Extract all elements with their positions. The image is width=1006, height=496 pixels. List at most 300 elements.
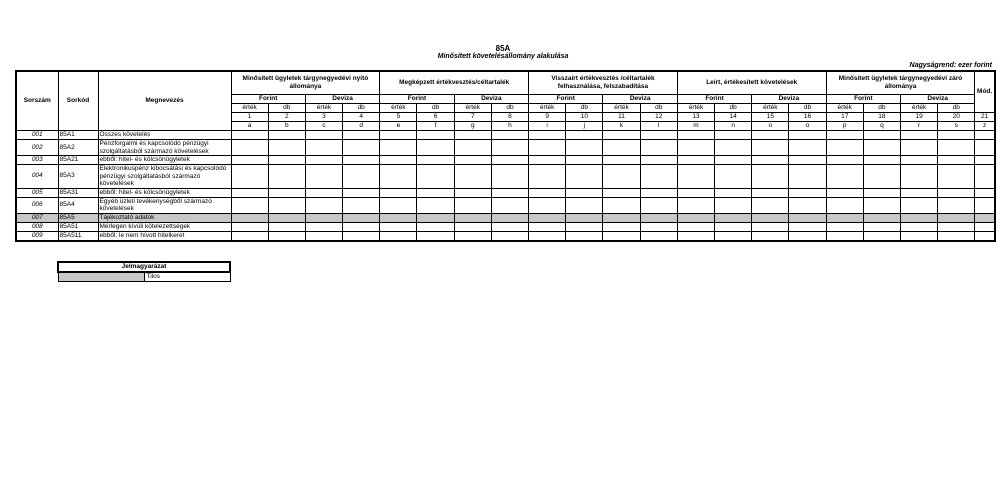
col-header-megnevezes: Megnevezés (98, 71, 231, 131)
data-cell[interactable] (566, 231, 603, 241)
data-cell[interactable] (231, 222, 268, 231)
row-number: 008 (16, 222, 58, 231)
row-number: 006 (16, 197, 58, 213)
col-letter: g (454, 122, 491, 131)
data-cell[interactable] (938, 231, 975, 241)
col-letter: o (752, 122, 789, 131)
data-cell[interactable] (975, 231, 995, 241)
data-cell (975, 213, 995, 222)
data-cell (343, 213, 380, 222)
col-number: 20 (938, 113, 975, 122)
col-letter: n (715, 122, 752, 131)
data-cell[interactable] (900, 231, 937, 241)
data-cell[interactable] (529, 156, 566, 165)
data-cell (268, 213, 305, 222)
data-cell[interactable] (975, 140, 995, 156)
data-cell[interactable] (900, 131, 937, 140)
data-cell[interactable] (491, 156, 528, 165)
row-name: ebből: hitel- és kölcsönügyletek (98, 188, 231, 197)
data-cell[interactable] (380, 188, 417, 197)
data-cell[interactable] (305, 165, 342, 189)
data-cell[interactable] (789, 140, 826, 156)
data-cell[interactable] (305, 188, 342, 197)
data-cell[interactable] (640, 231, 677, 241)
data-cell[interactable] (343, 231, 380, 241)
data-cell[interactable] (491, 140, 528, 156)
group-header-3: Visszaírt értékvesztés /céltartalék felhasználása, felszabadítása (529, 71, 678, 95)
row-code: 85A1 (58, 131, 98, 140)
data-cell[interactable] (454, 140, 491, 156)
currency-header: Deviza (603, 95, 677, 104)
form-code: 85A (495, 44, 511, 53)
col-letter: p (826, 122, 863, 131)
data-cell[interactable] (268, 140, 305, 156)
data-cell[interactable] (529, 165, 566, 189)
table-row (16, 131, 995, 140)
data-cell[interactable] (603, 140, 640, 156)
sub-header: db (715, 104, 752, 113)
data-cell (231, 213, 268, 222)
data-cell[interactable] (975, 188, 995, 197)
col-header-mod: Mód. (975, 71, 995, 113)
row-code: 85A31 (58, 188, 98, 197)
currency-header: Deviza (900, 95, 974, 104)
data-cell (566, 213, 603, 222)
col-letter: s (938, 122, 975, 131)
currency-header: Forint (231, 95, 305, 104)
row-number: 007 (16, 213, 58, 222)
data-cell[interactable] (380, 197, 417, 213)
col-letter: i (529, 122, 566, 131)
data-cell[interactable] (566, 140, 603, 156)
sub-header: db (566, 104, 603, 113)
data-cell[interactable] (380, 231, 417, 241)
group-header-4: Leírt, értékesített követelések (677, 71, 826, 95)
row-code: 85A511 (58, 231, 98, 241)
col-letter: h (491, 122, 528, 131)
data-cell[interactable] (343, 188, 380, 197)
table-row (16, 188, 995, 197)
data-cell[interactable] (566, 222, 603, 231)
col-number: 11 (603, 113, 640, 122)
data-cell[interactable] (529, 188, 566, 197)
data-cell[interactable] (715, 140, 752, 156)
col-number: 4 (343, 113, 380, 122)
unit-note: Nagyságrend: ezer forint (909, 62, 992, 69)
data-cell[interactable] (491, 231, 528, 241)
sub-header: érték (380, 104, 417, 113)
sub-header: érték (305, 104, 342, 113)
data-cell[interactable] (491, 197, 528, 213)
data-cell[interactable] (603, 197, 640, 213)
row-number: 003 (16, 156, 58, 165)
col-number: 3 (305, 113, 342, 122)
sub-header: érték (677, 104, 714, 113)
sub-header: érték (454, 104, 491, 113)
data-cell[interactable] (305, 156, 342, 165)
data-cell[interactable] (677, 140, 714, 156)
data-cell[interactable] (752, 131, 789, 140)
data-cell (938, 213, 975, 222)
sub-header: érték (826, 104, 863, 113)
data-cell[interactable] (380, 222, 417, 231)
data-cell[interactable] (789, 165, 826, 189)
table-row (16, 213, 995, 222)
data-cell[interactable] (417, 197, 454, 213)
data-cell (417, 213, 454, 222)
data-cell[interactable] (305, 222, 342, 231)
data-cell[interactable] (343, 197, 380, 213)
data-cell[interactable] (603, 231, 640, 241)
data-cell[interactable] (826, 197, 863, 213)
data-cell[interactable] (454, 188, 491, 197)
data-cell[interactable] (677, 188, 714, 197)
data-cell[interactable] (715, 231, 752, 241)
data-cell[interactable] (380, 165, 417, 189)
col-number: 10 (566, 113, 603, 122)
legend-table (57, 261, 231, 282)
data-cell[interactable] (640, 188, 677, 197)
sub-header: db (491, 104, 528, 113)
row-code: 85A2 (58, 140, 98, 156)
data-cell[interactable] (566, 197, 603, 213)
data-cell[interactable] (268, 231, 305, 241)
data-cell[interactable] (715, 188, 752, 197)
data-cell[interactable] (491, 131, 528, 140)
col-number: 8 (491, 113, 528, 122)
data-cell[interactable] (938, 131, 975, 140)
data-cell[interactable] (491, 222, 528, 231)
legend-title: Jelmagyarázat (58, 262, 230, 272)
data-cell[interactable] (938, 156, 975, 165)
group-header-5: Minősített ügyletek tárgynegyedévi záró állománya (826, 71, 975, 95)
data-cell[interactable] (752, 222, 789, 231)
data-cell[interactable] (417, 188, 454, 197)
data-cell[interactable] (343, 222, 380, 231)
data-cell[interactable] (789, 188, 826, 197)
col-header-sorszam: Sorszám (16, 71, 58, 131)
data-cell[interactable] (826, 131, 863, 140)
data-cell[interactable] (380, 131, 417, 140)
col-letter: o (789, 122, 826, 131)
row-name: Egyéb üzleti tevékenységből származó követelések (98, 197, 231, 213)
data-cell[interactable] (715, 131, 752, 140)
data-cell (454, 213, 491, 222)
data-cell[interactable] (343, 156, 380, 165)
data-cell[interactable] (975, 165, 995, 189)
table-row (16, 222, 995, 231)
data-cell[interactable] (640, 222, 677, 231)
data-cell[interactable] (863, 188, 900, 197)
group-header-2: Megképzett értékvesztés/céltartalék (380, 71, 529, 95)
form-title: Minősített követelésállomány alakulása (437, 53, 569, 60)
data-cell[interactable] (863, 222, 900, 231)
data-cell (305, 213, 342, 222)
data-cell[interactable] (900, 140, 937, 156)
data-cell[interactable] (938, 188, 975, 197)
data-cell[interactable] (640, 165, 677, 189)
data-cell[interactable] (305, 131, 342, 140)
data-cell (900, 213, 937, 222)
data-cell[interactable] (343, 140, 380, 156)
data-cell[interactable] (268, 222, 305, 231)
data-cell[interactable] (380, 140, 417, 156)
col-number: 1 (231, 113, 268, 122)
data-cell[interactable] (231, 156, 268, 165)
data-cell[interactable] (454, 222, 491, 231)
data-cell[interactable] (491, 188, 528, 197)
data-cell[interactable] (677, 156, 714, 165)
data-cell[interactable] (454, 197, 491, 213)
currency-header: Forint (826, 95, 900, 104)
data-cell (640, 213, 677, 222)
data-cell[interactable] (640, 140, 677, 156)
currency-header: Forint (677, 95, 751, 104)
data-cell[interactable] (529, 222, 566, 231)
data-cell[interactable] (863, 165, 900, 189)
data-cell[interactable] (566, 131, 603, 140)
data-cell (677, 213, 714, 222)
data-cell[interactable] (268, 131, 305, 140)
data-cell[interactable] (863, 131, 900, 140)
data-cell[interactable] (603, 188, 640, 197)
data-cell[interactable] (715, 197, 752, 213)
col-number: 19 (900, 113, 937, 122)
data-cell[interactable] (566, 156, 603, 165)
data-cell[interactable] (863, 231, 900, 241)
data-cell[interactable] (826, 231, 863, 241)
data-cell[interactable] (826, 165, 863, 189)
data-cell[interactable] (491, 165, 528, 189)
data-cell[interactable] (900, 165, 937, 189)
col-number: 18 (863, 113, 900, 122)
data-cell[interactable] (305, 231, 342, 241)
data-cell[interactable] (417, 140, 454, 156)
data-cell[interactable] (752, 140, 789, 156)
col-header-sorkod: Sorkód (58, 71, 98, 131)
data-cell[interactable] (454, 131, 491, 140)
data-cell[interactable] (826, 156, 863, 165)
col-number: 21 (975, 113, 995, 122)
sub-header: érték (231, 104, 268, 113)
legend-swatch-gray (58, 272, 144, 282)
data-cell[interactable] (566, 165, 603, 189)
report-table (15, 70, 996, 242)
col-number: 16 (789, 113, 826, 122)
sub-header: db (789, 104, 826, 113)
data-cell[interactable] (826, 222, 863, 231)
data-cell[interactable] (677, 231, 714, 241)
data-cell (529, 213, 566, 222)
data-cell (715, 213, 752, 222)
data-cell[interactable] (975, 222, 995, 231)
data-cell[interactable] (975, 156, 995, 165)
data-cell[interactable] (789, 231, 826, 241)
data-cell[interactable] (268, 197, 305, 213)
table-row (16, 231, 995, 241)
data-cell[interactable] (417, 131, 454, 140)
group-header-1: Minősített ügyletek tárgynegyedévi nyitó állománya (231, 71, 380, 95)
data-cell[interactable] (640, 131, 677, 140)
data-cell[interactable] (640, 197, 677, 213)
table-row (16, 156, 995, 165)
data-cell[interactable] (603, 131, 640, 140)
sub-header: db (268, 104, 305, 113)
data-cell[interactable] (715, 156, 752, 165)
data-cell[interactable] (975, 197, 995, 213)
row-code: 85A21 (58, 156, 98, 165)
data-cell[interactable] (417, 222, 454, 231)
data-cell[interactable] (231, 231, 268, 241)
col-number: 9 (529, 113, 566, 122)
currency-header: Forint (380, 95, 454, 104)
data-cell[interactable] (677, 222, 714, 231)
sub-header: db (863, 104, 900, 113)
data-cell (380, 213, 417, 222)
data-cell[interactable] (417, 165, 454, 189)
data-cell[interactable] (268, 156, 305, 165)
col-number: 17 (826, 113, 863, 122)
row-number: 002 (16, 140, 58, 156)
data-cell[interactable] (603, 165, 640, 189)
data-cell (491, 213, 528, 222)
currency-header: Forint (529, 95, 603, 104)
row-code: 85A51 (58, 222, 98, 231)
data-cell[interactable] (529, 140, 566, 156)
data-cell[interactable] (640, 156, 677, 165)
col-letter: k (603, 122, 640, 131)
data-cell[interactable] (380, 156, 417, 165)
data-cell[interactable] (863, 140, 900, 156)
data-cell[interactable] (677, 197, 714, 213)
data-cell[interactable] (752, 231, 789, 241)
sub-header: érték (603, 104, 640, 113)
data-cell[interactable] (677, 165, 714, 189)
col-number: 6 (417, 113, 454, 122)
col-letter: r (900, 122, 937, 131)
data-cell (603, 213, 640, 222)
data-cell[interactable] (715, 165, 752, 189)
col-number: 7 (454, 113, 491, 122)
legend-label-tilos: Tilos (144, 272, 230, 282)
data-cell[interactable] (752, 165, 789, 189)
data-cell[interactable] (752, 156, 789, 165)
data-cell[interactable] (938, 222, 975, 231)
row-number: 004 (16, 165, 58, 189)
data-cell[interactable] (529, 231, 566, 241)
col-letter: f (417, 122, 454, 131)
data-cell[interactable] (603, 222, 640, 231)
data-cell[interactable] (231, 197, 268, 213)
row-number: 009 (16, 231, 58, 241)
data-cell[interactable] (826, 140, 863, 156)
data-cell (789, 213, 826, 222)
row-code: 85A5 (58, 213, 98, 222)
data-cell[interactable] (938, 197, 975, 213)
data-cell[interactable] (938, 165, 975, 189)
row-name: ebből: hitel- és kölcsönügyletek (98, 156, 231, 165)
data-cell[interactable] (231, 140, 268, 156)
data-cell[interactable] (789, 156, 826, 165)
row-name: Összes követelés (98, 131, 231, 140)
data-cell[interactable] (863, 156, 900, 165)
currency-header: Deviza (305, 95, 379, 104)
data-cell[interactable] (305, 140, 342, 156)
data-cell[interactable] (231, 165, 268, 189)
data-cell[interactable] (343, 131, 380, 140)
col-number: 14 (715, 113, 752, 122)
col-letter: e (380, 122, 417, 131)
row-number: 001 (16, 131, 58, 140)
data-cell[interactable] (305, 197, 342, 213)
col-letter: z (975, 122, 995, 131)
data-cell[interactable] (417, 156, 454, 165)
sub-header: érték (752, 104, 789, 113)
col-letter: d (343, 122, 380, 131)
data-cell[interactable] (343, 165, 380, 189)
col-letter: m (677, 122, 714, 131)
sub-header: érték (529, 104, 566, 113)
data-cell[interactable] (417, 231, 454, 241)
row-name: Elektronikuspénz kibocsátási és kapcsolódó pénzügyi szolgáltatásból származó követelések (98, 165, 231, 189)
col-number: 12 (640, 113, 677, 122)
table-row (16, 165, 995, 189)
data-cell[interactable] (603, 156, 640, 165)
row-code: 85A3 (58, 165, 98, 189)
data-cell[interactable] (863, 197, 900, 213)
data-cell[interactable] (789, 222, 826, 231)
row-name: Mérlegen kívüli kötelezettségek (98, 222, 231, 231)
data-cell[interactable] (900, 197, 937, 213)
currency-header: Deviza (752, 95, 826, 104)
sub-header: db (417, 104, 454, 113)
data-cell[interactable] (529, 197, 566, 213)
sub-header: érték (900, 104, 937, 113)
data-cell[interactable] (900, 156, 937, 165)
data-cell (752, 213, 789, 222)
data-cell[interactable] (268, 188, 305, 197)
data-cell[interactable] (454, 156, 491, 165)
data-cell[interactable] (566, 188, 603, 197)
row-name: Tájékoztató adatok (98, 213, 231, 222)
col-number: 15 (752, 113, 789, 122)
data-cell[interactable] (826, 188, 863, 197)
data-cell[interactable] (900, 188, 937, 197)
data-cell[interactable] (715, 222, 752, 231)
data-cell[interactable] (752, 197, 789, 213)
data-cell[interactable] (231, 131, 268, 140)
data-cell[interactable] (268, 165, 305, 189)
sub-header: db (343, 104, 380, 113)
table-row (16, 140, 995, 156)
data-cell[interactable] (231, 188, 268, 197)
data-cell[interactable] (454, 231, 491, 241)
data-cell[interactable] (529, 131, 566, 140)
data-cell[interactable] (454, 165, 491, 189)
data-cell[interactable] (975, 131, 995, 140)
data-cell[interactable] (900, 222, 937, 231)
col-letter: c (305, 122, 342, 131)
data-cell[interactable] (752, 188, 789, 197)
data-cell[interactable] (789, 197, 826, 213)
data-cell[interactable] (677, 131, 714, 140)
data-cell[interactable] (938, 140, 975, 156)
sub-header: db (938, 104, 975, 113)
row-number: 005 (16, 188, 58, 197)
data-cell[interactable] (789, 131, 826, 140)
data-cell (826, 213, 863, 222)
row-code: 85A4 (58, 197, 98, 213)
